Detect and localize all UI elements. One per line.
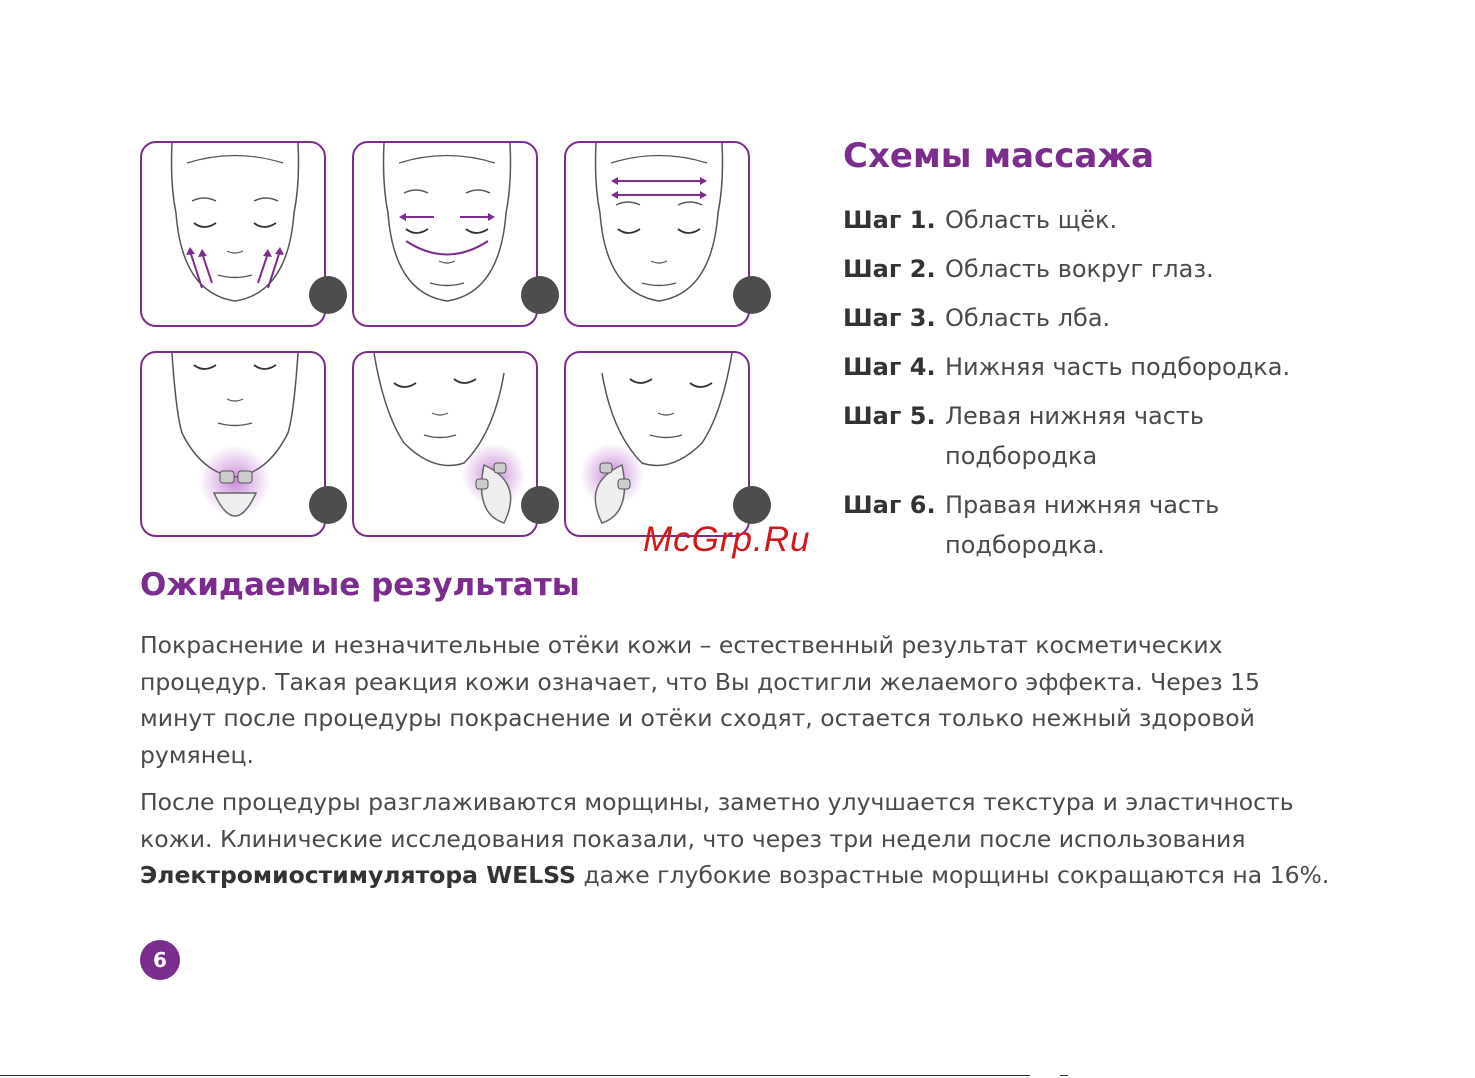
step-label: Шаг 6. [843,491,936,519]
face-cheeks-illustration [142,143,326,327]
step4-panel [140,351,326,537]
step-text: Область лба. [945,304,1111,332]
watermark: McGrp.Ru [643,520,811,559]
product-name: Электромиостимулятора WELSS [140,861,576,889]
step-item [843,347,1323,387]
paragraph-text: После процедуры разглаживаются морщины, заметно улучшается текстура и эластичность кожи. Клинические исследования показали, что через три недели после использования [140,788,1294,853]
step2-panel [352,141,538,327]
step6-panel [564,351,750,537]
step-label: Шаг 5. [843,402,936,430]
step6-marker [733,486,771,524]
step-label: Шаг 1. [843,206,936,234]
step-text: Правая нижняя часть подбородка. [945,491,1220,559]
step-item [843,298,1323,338]
steps-list [843,200,1323,574]
chin-left-illustration [354,353,538,537]
step1-panel [140,141,326,327]
step-item [843,485,1323,565]
face-forehead-illustration [566,143,750,327]
schemes-title: Схемы массажа [843,136,1155,176]
step5-marker [521,486,559,524]
face-eyes-illustration [354,143,538,327]
step-item [843,396,1323,476]
step5-panel [352,351,538,537]
step-text: Нижняя часть подбородка. [945,353,1291,381]
chin-right-illustration [566,353,750,537]
step-item [843,200,1323,240]
step-label: Шаг 3. [843,304,936,332]
step-text: Область вокруг глаз. [945,255,1214,283]
page-number: 6 [140,940,180,980]
step-label: Шаг 2. [843,255,936,283]
paragraph-text: даже глубокие возрастные морщины сокращаются на 16%. [575,861,1330,889]
results-paragraph-1: Покраснение и незначительные отёки кожи – естественный результат косметических процедур. Такая реакция кожи означает, что Вы достигли желаемого эффекта. Через 15 минут после процедуры покраснение и отёки сходят, остается только нежный здоровой румянец. [140,631,1260,769]
results-paragraph-2 [140,784,1340,894]
step-label: Шаг 4. [843,353,936,381]
bottom-rule [0,1075,1030,1076]
step3-panel [564,141,750,327]
bottom-tick [1060,1075,1068,1076]
step-text: Область щёк. [945,206,1118,234]
chin-under-illustration [142,353,326,537]
step-text: Левая нижняя часть подбородка [945,402,1205,470]
results-title: Ожидаемые результаты [140,567,580,603]
step4-marker [309,486,347,524]
step-item [843,249,1323,289]
step3-marker [733,276,771,314]
step1-marker [309,276,347,314]
step2-marker [521,276,559,314]
